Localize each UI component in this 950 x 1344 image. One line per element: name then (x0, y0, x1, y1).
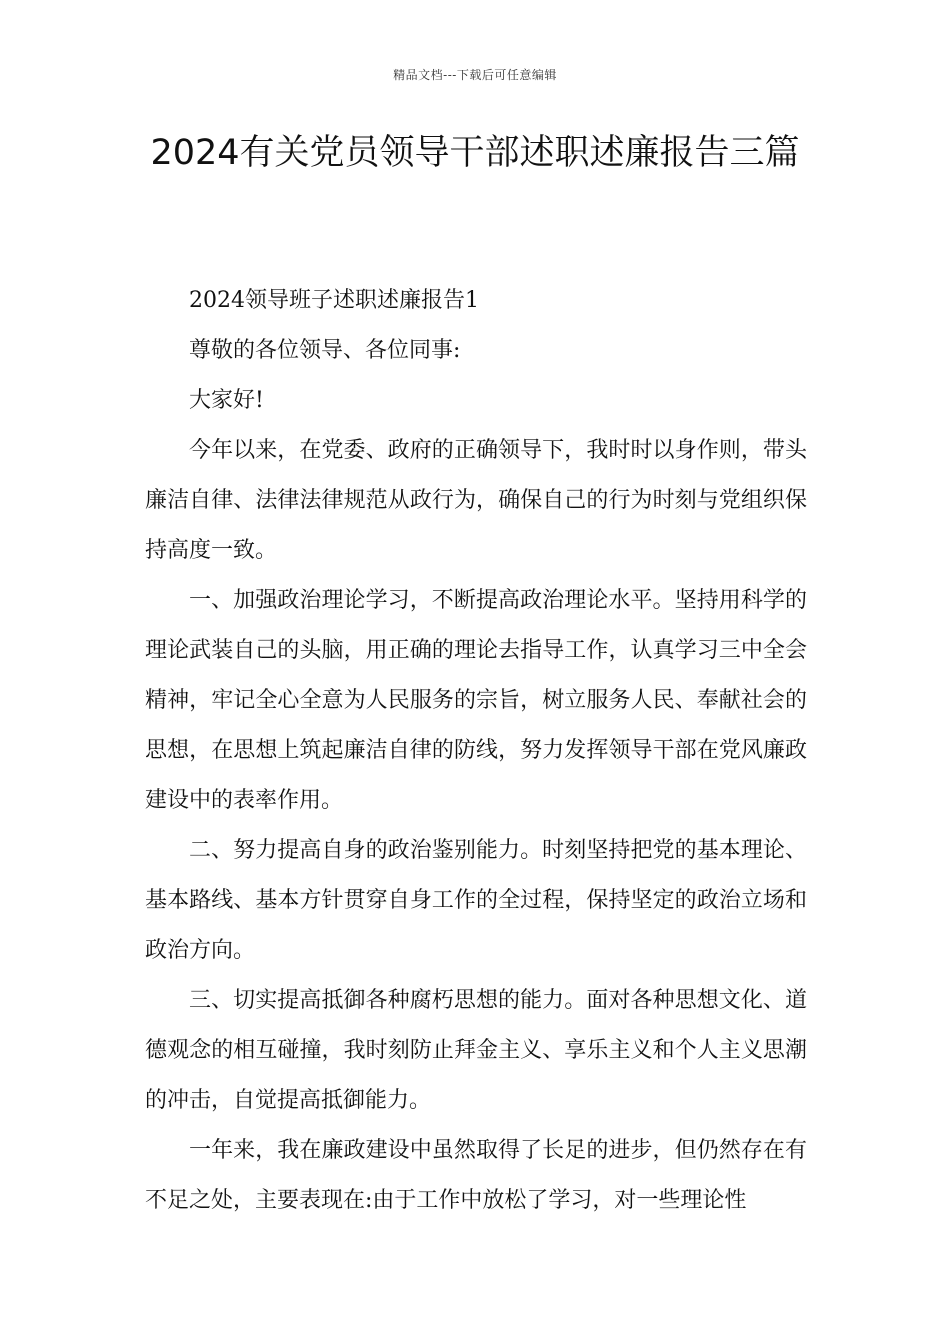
header-note: 精品文档---下载后可任意编辑 (393, 68, 557, 82)
body-paragraph: 一年来，我在廉政建设中虽然取得了长足的进步，但仍然存在有不足之处，主要表现在:由于工作中放松了学习，对一些理论性 (145, 1138, 807, 1213)
body-paragraph: 一、加强政治理论学习，不断提高政治理论水平。坚持用科学的理论武装自己的头脑，用正确的理论去指导工作，认真学习三中全会精神，牢记全心全意为人民服务的宗旨，树立服务人民、奉献社会的思想，在思想上筑起廉洁自律的防线，努力发挥领导干部在党风廉政建设中的表率作用。 (145, 588, 807, 813)
body-paragraph: 今年以来，在党委、政府的正确领导下，我时时以身作则，带头廉洁自律、法律法律规范从政行为，确保自己的行为时刻与党组织保持高度一致。 (145, 438, 807, 563)
section-heading: 2024领导班子述职述廉报告1 (189, 288, 479, 313)
document-body (145, 276, 807, 1226)
greeting: 大家好! (189, 388, 264, 413)
document-title: 2024有关党员领导干部述职述廉报告三篇 (150, 133, 800, 173)
body-paragraph: 二、努力提高自身的政治鉴别能力。时刻坚持把党的基本理论、基本路线、基本方针贯穿自身工作的全过程，保持坚定的政治立场和政治方向。 (145, 838, 807, 963)
salutation: 尊敬的各位领导、各位同事: (189, 338, 461, 363)
body-paragraph: 三、切实提高抵御各种腐朽思想的能力。面对各种思想文化、道德观念的相互碰撞，我时刻防止拜金主义、享乐主义和个人主义思潮的冲击，自觉提高抵御能力。 (145, 988, 807, 1113)
